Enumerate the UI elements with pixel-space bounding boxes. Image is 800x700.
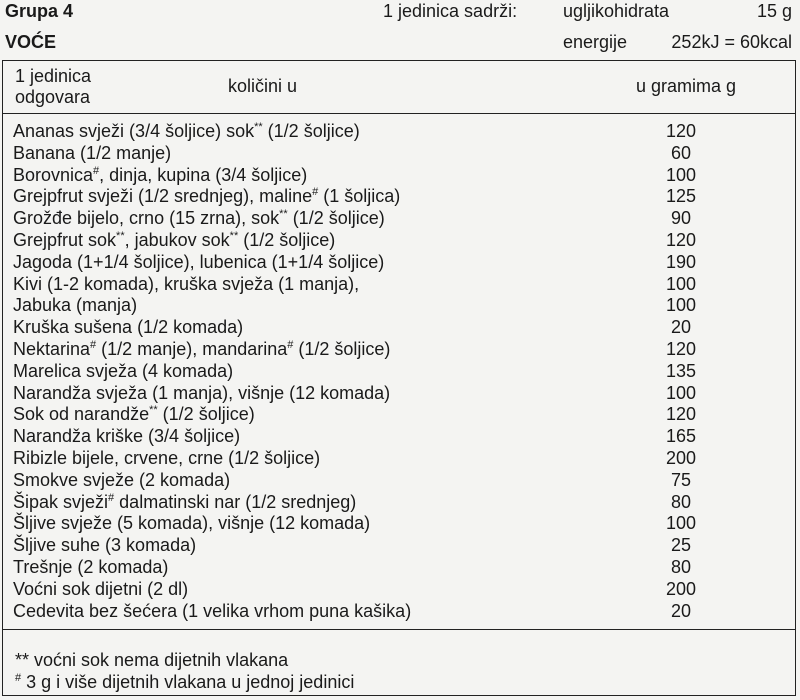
- grams-value: 135: [665, 360, 697, 381]
- grams-value: 75: [670, 469, 692, 490]
- carbohydrate-value: 15 g: [756, 1, 792, 21]
- food-description: Grejpfrut svježi (1/2 srednjeg), maline# (1 šoljica): [13, 186, 401, 207]
- table-row: [3, 535, 795, 557]
- table-row: [3, 383, 795, 405]
- grams-value: 120: [665, 121, 697, 141]
- food-description: Narandža svježa (1 manja), višnje (12 komada): [13, 382, 391, 403]
- header-divider: [3, 113, 795, 114]
- food-description: Ananas svježi (3/4 šoljice) sok** (1/2 šoljice): [13, 121, 360, 141]
- grams-value: 25: [670, 535, 692, 556]
- food-description: Marelica svježa (4 komada): [13, 360, 234, 381]
- column-header-grams: u gramima g: [636, 76, 737, 96]
- food-description: Šipak svježi# dalmatinski nar (1/2 srednjeg): [13, 491, 357, 512]
- grams-value: 120: [665, 229, 697, 250]
- food-description: Nektarina# (1/2 manje), mandarina# (1/2 šoljice): [13, 338, 391, 359]
- footnotes: [15, 649, 354, 693]
- grams-value: 20: [670, 600, 692, 621]
- energy-value: 252kJ = 60kcal: [671, 32, 792, 52]
- grams-value: 100: [665, 295, 697, 316]
- grams-value: 90: [670, 208, 692, 229]
- food-description: Borovnica#, dinja, kupina (3/4 šoljice): [13, 164, 308, 185]
- table-body: [3, 121, 795, 622]
- food-description: Banana (1/2 manje): [13, 142, 172, 163]
- table-row: [3, 579, 795, 601]
- food-description: Šljive svježe (5 komada), višnje (12 komada): [13, 513, 371, 534]
- footer-divider: [3, 629, 795, 630]
- table-row: [3, 208, 795, 230]
- column-header-unit-line1: 1 jedinica: [15, 66, 92, 86]
- column-header-unit-line2: odgovara: [15, 87, 91, 107]
- grams-value: 200: [665, 447, 697, 468]
- footnote-fiber-text: 3 g i više dijetnih vlakana u jednoj jedinici: [21, 672, 355, 692]
- table-row: [3, 361, 795, 383]
- footnote-fiber-marker: #: [15, 672, 22, 684]
- grams-value: 120: [665, 338, 697, 359]
- food-description: Narandža kriške (3/4 šoljice): [13, 426, 241, 447]
- grams-value: 200: [665, 578, 697, 599]
- table-row: [3, 186, 795, 208]
- table-row: [3, 426, 795, 448]
- food-description: Ribizle bijele, crvene, crne (1/2 šoljice): [13, 447, 321, 468]
- table-row: [3, 339, 795, 361]
- food-description: Šljive suhe (3 komada): [13, 535, 197, 556]
- grams-value: 60: [670, 142, 692, 163]
- table-row: [3, 557, 795, 579]
- table-row: [3, 470, 795, 492]
- food-description: Cedevita bez šećera (1 velika vrhom puna kašika): [13, 600, 412, 621]
- grams-value: 80: [670, 491, 692, 512]
- grams-value: 100: [665, 382, 697, 403]
- table-row: [3, 492, 795, 514]
- footnote-juice: ** voćni sok nema dijetnih vlakana: [15, 650, 289, 670]
- food-description: Kruška sušena (1/2 komada): [13, 317, 244, 338]
- grams-value: 120: [665, 404, 697, 425]
- table-row: [3, 295, 795, 317]
- column-header-quantity: količini u: [228, 76, 298, 96]
- grams-value: 100: [665, 273, 697, 294]
- table-row: [3, 121, 795, 143]
- section-title: VOĆE: [5, 32, 57, 52]
- grams-value: 80: [670, 556, 692, 577]
- food-description: Jagoda (1+1/4 šoljice), lubenica (1+1/4 šoljice): [13, 251, 385, 272]
- group-title: Grupa 4: [5, 1, 74, 21]
- food-description: Grejpfrut sok**, jabukov sok** (1/2 šoljice): [13, 229, 336, 250]
- food-description: Sok od narandže** (1/2 šoljice): [13, 404, 255, 425]
- table-row: [3, 601, 795, 623]
- footnote-fiber: [15, 671, 354, 693]
- energy-label: energije: [563, 32, 628, 52]
- unit-contains-label: 1 jedinica sadrži:: [383, 1, 518, 21]
- table-row: [3, 317, 795, 339]
- grams-value: 190: [665, 251, 697, 272]
- column-header-unit: [15, 66, 91, 108]
- table-row: [3, 513, 795, 535]
- grams-value: 100: [665, 513, 697, 534]
- grams-value: 165: [665, 426, 697, 447]
- fruit-exchange-table: [2, 60, 796, 696]
- table-row: [3, 165, 795, 187]
- food-description: Smokve svježe (2 komada): [13, 469, 231, 490]
- table-row: [3, 404, 795, 426]
- table-row: [3, 252, 795, 274]
- food-description: Voćni sok dijetni (2 dl): [13, 578, 189, 599]
- table-row: [3, 274, 795, 296]
- grams-value: 125: [665, 186, 697, 207]
- carbohydrate-label: ugljikohidrata: [563, 1, 670, 21]
- food-description: Grožđe bijelo, crno (15 zrna), sok** (1/2 šoljice): [13, 208, 385, 229]
- table-row: [3, 448, 795, 470]
- grams-value: 100: [665, 164, 697, 185]
- table-row: [3, 143, 795, 165]
- table-row: [3, 230, 795, 252]
- food-description: Jabuka (manja): [13, 295, 138, 316]
- food-description: Trešnje (2 komada): [13, 556, 169, 577]
- food-description: Kivi (1-2 komada), kruška svježa (1 manja),: [13, 273, 360, 294]
- grams-value: 20: [670, 317, 692, 338]
